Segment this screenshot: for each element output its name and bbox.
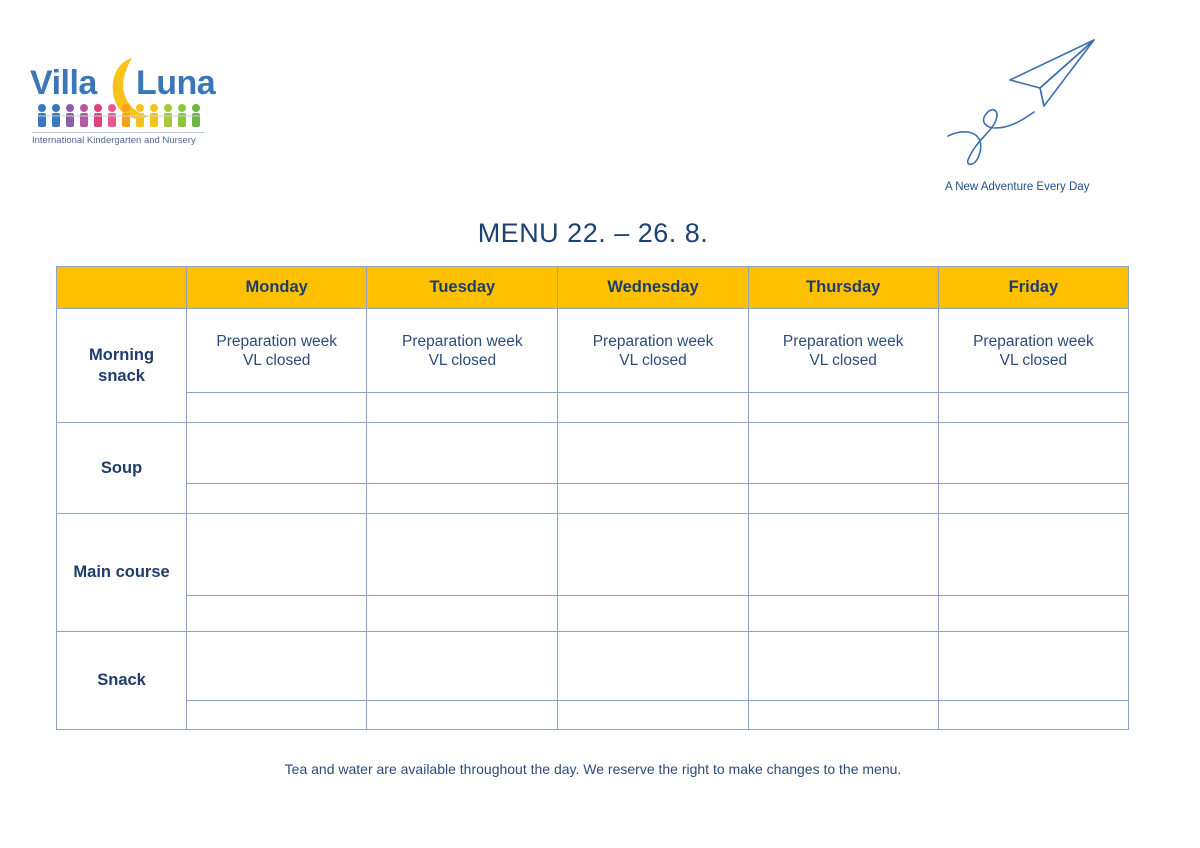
menu-cell: [187, 701, 367, 730]
row-label-line: Soup: [100, 458, 143, 477]
menu-cell: [187, 514, 367, 596]
logo-text-luna: Luna: [136, 64, 216, 102]
menu-cell: [187, 632, 367, 701]
menu-cell: [367, 701, 558, 730]
menu-cell: [367, 423, 558, 484]
menu-cell: [367, 393, 558, 423]
menu-cell: [938, 596, 1128, 632]
logo-text-villa: Villa: [30, 64, 97, 102]
menu-cell: [748, 632, 938, 701]
table-row: [57, 309, 1129, 393]
footer-note: Tea and water are available throughout the day. We reserve the right to make changes to the menu.: [284, 761, 902, 777]
menu-cell: [938, 701, 1128, 730]
menu-cell: [938, 484, 1128, 514]
cell-text: VL closed: [619, 351, 687, 369]
cell-text: Preparation week: [592, 332, 714, 350]
menu-table: [56, 266, 1129, 730]
menu-cell: [748, 596, 938, 632]
header-tuesday: Tuesday: [367, 267, 558, 309]
menu-cell: [558, 484, 748, 514]
menu-cell: [558, 596, 748, 632]
table-row: [57, 393, 1129, 423]
tagline: A New Adventure Every Day: [945, 181, 1090, 193]
menu-cell: [367, 596, 558, 632]
row-label-soup: [57, 423, 187, 514]
menu-cell: [748, 701, 938, 730]
menu-cell: [367, 484, 558, 514]
cell-text: VL closed: [999, 351, 1068, 369]
table-row: [57, 514, 1129, 596]
page-title: MENU 22. – 26. 8.: [477, 218, 709, 248]
header-friday: Friday: [938, 267, 1128, 309]
menu-cell: [187, 423, 367, 484]
cell-text: VL closed: [242, 351, 311, 369]
table-row: [57, 596, 1129, 632]
menu-cell: [748, 309, 938, 393]
table-row: [57, 701, 1129, 730]
cell-text: Preparation week: [782, 332, 904, 350]
menu-cell: [938, 632, 1128, 701]
row-label-snack: [57, 632, 187, 730]
menu-cell: [748, 393, 938, 423]
menu-cell: [748, 514, 938, 596]
cell-text: Preparation week: [216, 332, 337, 350]
villa-luna-logo: [28, 52, 216, 152]
table-row: [57, 423, 1129, 484]
table-row: [57, 484, 1129, 514]
header-monday: Monday: [187, 267, 367, 309]
menu-cell: [558, 393, 748, 423]
menu-cell: [558, 632, 748, 701]
cell-text: Preparation week: [973, 332, 1094, 350]
menu-cell: [558, 423, 748, 484]
row-label-main-course: [57, 514, 187, 632]
paper-plane-icon: [940, 36, 1100, 168]
cell-text: Preparation week: [402, 332, 523, 350]
menu-cell: [558, 701, 748, 730]
menu-cell: [938, 423, 1128, 484]
table-row: [57, 632, 1129, 701]
menu-cell: [558, 514, 748, 596]
row-label-line: Snack: [97, 671, 146, 689]
header-wednesday: Wednesday: [558, 267, 748, 309]
menu-cell: [367, 309, 558, 393]
row-label-line: snack: [98, 366, 145, 385]
row-label-line: Morning: [89, 345, 155, 364]
menu-cell: [938, 514, 1128, 596]
row-label-morning-snack: [57, 309, 187, 423]
table-header-row: [57, 267, 1129, 309]
header-thursday: Thursday: [748, 267, 938, 309]
menu-cell: [187, 484, 367, 514]
menu-cell: [938, 309, 1128, 393]
menu-cell: [938, 393, 1128, 423]
logo-divider: [32, 132, 204, 133]
header-corner: [57, 267, 187, 309]
logo-subtitle: International Kindergarten and Nursery: [32, 135, 196, 146]
menu-cell: [367, 514, 558, 596]
menu-cell: [748, 484, 938, 514]
menu-cell: [187, 309, 367, 393]
row-label-line: Main course: [73, 563, 170, 581]
menu-cell: [748, 423, 938, 484]
cell-text: VL closed: [428, 351, 497, 369]
menu-cell: [558, 309, 748, 393]
menu-cell: [367, 632, 558, 701]
cell-text: VL closed: [809, 351, 877, 369]
children-figures-icon: [34, 102, 206, 130]
menu-cell: [187, 393, 367, 423]
menu-cell: [187, 596, 367, 632]
